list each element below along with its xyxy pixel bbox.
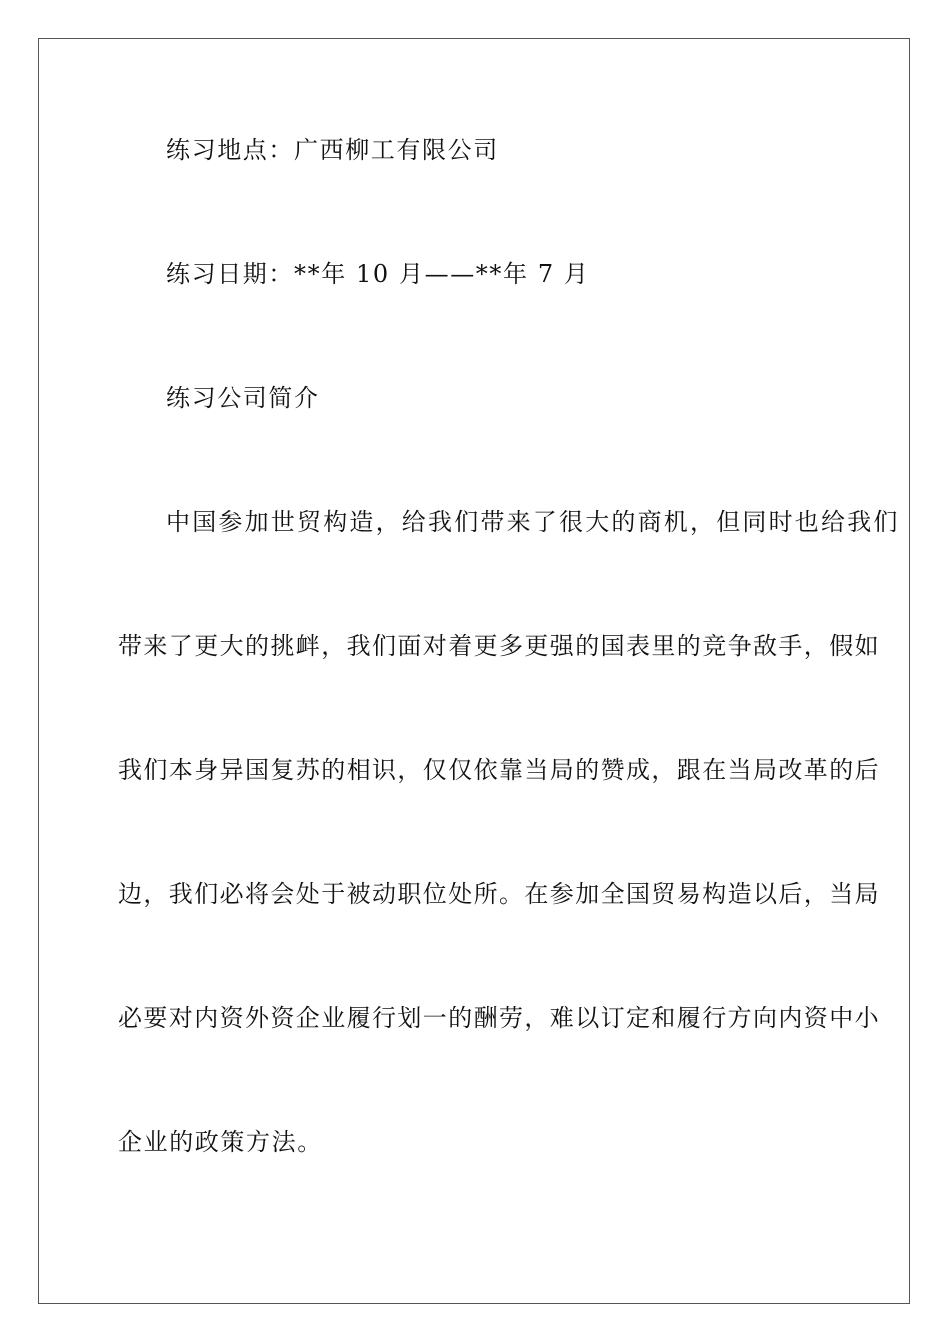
paragraph-line-2: 带来了更大的挑衅，我们面对着更多更强的国表里的竞争敌手，假如 [118,632,880,660]
practice-date-line: 练习日期：**年 10 月——**年 7 月 [166,260,590,288]
paragraph-line-5: 必要对内资外资企业履行划一的酬劳，难以订定和履行方向内资中小 [118,1004,880,1032]
practice-location-line: 练习地点：广西柳工有限公司 [166,136,499,164]
page-border [38,38,910,1304]
section-heading: 练习公司简介 [166,384,320,412]
paragraph-line-4: 边，我们必将会处于被动职位处所。在参加全国贸易构造以后，当局 [118,880,880,908]
paragraph-line-3: 我们本身异国复苏的相识，仅仅依靠当局的赞成，跟在当局改革的后 [118,756,880,784]
paragraph-line-1: 中国参加世贸构造，给我们带来了很大的商机，但同时也给我们 [166,508,900,536]
paragraph-line-6: 企业的政策方法。 [118,1128,323,1156]
